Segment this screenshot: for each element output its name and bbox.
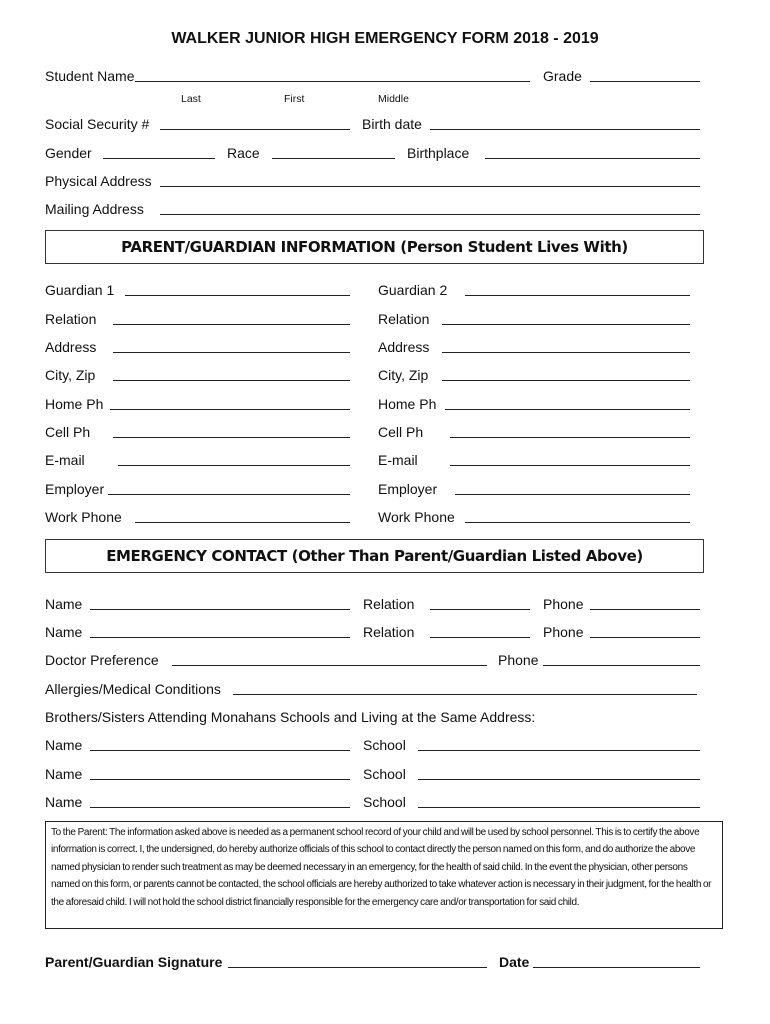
guardian1-field-2-label: Address	[45, 339, 97, 355]
guardian2-field-1-input-line[interactable]	[442, 324, 690, 325]
guardian2-field-5-input-line[interactable]	[450, 437, 690, 438]
guardian1-field-8-label: Work Phone	[45, 509, 122, 525]
mailing-address-label: Mailing Address	[45, 201, 144, 217]
guardian1-field-5-input-line[interactable]	[113, 437, 350, 438]
emergency-relation-2-input-line[interactable]	[430, 637, 530, 638]
sibling-name-1-input-line[interactable]	[90, 750, 350, 751]
emergency-relation-1-label: Relation	[363, 596, 415, 612]
emergency-name-1-input-line[interactable]	[90, 609, 350, 610]
emergency-phone-2-label: Phone	[543, 624, 584, 640]
guardian1-field-8-input-line[interactable]	[135, 522, 350, 523]
guardian1-field-0-input-line[interactable]	[125, 295, 350, 296]
emergency-name-2-label: Name	[45, 624, 83, 640]
emergency-phone-1-input-line[interactable]	[590, 609, 700, 610]
sibling-name-3-label: Name	[45, 794, 83, 810]
guardian1-field-0-label: Guardian 1	[45, 282, 115, 298]
sibling-name-2-label: Name	[45, 766, 83, 782]
siblings-heading-label: Brothers/Sisters Attending Monahans Schools and Living at the Same Address:	[45, 709, 536, 725]
guardian2-field-7-input-line[interactable]	[455, 494, 690, 495]
race-input-line[interactable]	[272, 158, 395, 159]
student-name-label: Student Name	[45, 68, 135, 84]
guardian2-field-5-label: Cell Ph	[378, 424, 424, 440]
emergency-relation-1-input-line[interactable]	[430, 609, 530, 610]
allergies-label: Allergies/Medical Conditions	[45, 681, 221, 697]
guardian1-field-7-input-line[interactable]	[108, 494, 350, 495]
guardian2-field-4-input-line[interactable]	[445, 409, 690, 410]
guardian1-field-6-label: E-mail	[45, 452, 85, 468]
sibling-school-3-input-line[interactable]	[418, 807, 700, 808]
sibling-school-2-label: School	[363, 766, 406, 782]
guardian2-field-2-label: Address	[378, 339, 430, 355]
guardian2-field-3-label: City, Zip	[378, 367, 429, 383]
parent-signature-label: Parent/Guardian Signature	[45, 954, 223, 970]
student-name-input-line[interactable]	[135, 81, 530, 82]
doctor-preference-input-line[interactable]	[172, 665, 487, 666]
guardian2-field-8-input-line[interactable]	[465, 522, 690, 523]
guardian1-field-4-input-line[interactable]	[110, 409, 350, 410]
guardian2-field-0-input-line[interactable]	[465, 295, 690, 296]
guardian1-field-6-input-line[interactable]	[118, 465, 350, 466]
guardian2-field-2-input-line[interactable]	[442, 352, 690, 353]
guardian1-field-7-label: Employer	[45, 481, 105, 497]
sibling-school-3-label: School	[363, 794, 406, 810]
guardian2-field-3-input-line[interactable]	[442, 380, 690, 381]
guardian2-field-8-label: Work Phone	[378, 509, 455, 525]
guardian2-field-4-label: Home Ph	[378, 396, 437, 412]
signature-date-label: Date	[499, 954, 530, 970]
emergency-section-header: EMERGENCY CONTACT (Other Than Parent/Guardian Listed Above)	[45, 539, 704, 573]
sibling-school-1-label: School	[363, 737, 406, 753]
sibling-name-1-label: Name	[45, 737, 83, 753]
race-label: Race	[227, 145, 260, 161]
allergies-input-line[interactable]	[233, 694, 697, 695]
guardian2-field-0-label: Guardian 2	[378, 282, 448, 298]
guardian1-field-3-input-line[interactable]	[113, 380, 350, 381]
guardian2-field-1-label: Relation	[378, 311, 430, 327]
parent-signature-input-line[interactable]	[228, 967, 487, 968]
first-sublabel-label: First	[284, 93, 305, 105]
mailing-address-input-line[interactable]	[160, 214, 700, 215]
emergency-name-1-label: Name	[45, 596, 83, 612]
birth-date-input-line[interactable]	[430, 129, 700, 130]
guardian1-field-4-label: Home Ph	[45, 396, 104, 412]
parent-notice: To the Parent: The information asked above is needed as a permanent school record of your child and will be used by school personnel. This is to certify the above information is correct. I, the undersigned, do hereby authorize officials of this school to contact directly the person named on this form, and do authorize the above named physician to render such treatment as may be deemed necessary in an emergency, for the health of said child. In the event the physician, other persons named on this form, or parents cannot be contacted, the school officials are hereby authorized to take whatever action is necessary in their judgment, for the health or the aforesaid child. I will not hold the school district financially responsible for the emergency care and/or transportation for said child.	[45, 821, 723, 929]
birthplace-label: Birthplace	[407, 145, 470, 161]
emergency-phone-2-input-line[interactable]	[590, 637, 700, 638]
emergency-phone-1-label: Phone	[543, 596, 584, 612]
guardian2-field-7-label: Employer	[378, 481, 438, 497]
guardian1-field-1-input-line[interactable]	[113, 324, 350, 325]
doctor-preference-label: Doctor Preference	[45, 652, 159, 668]
physical-address-label: Physical Address	[45, 173, 152, 189]
form-title: WALKER JUNIOR HIGH EMERGENCY FORM 2018 - 2019	[171, 30, 599, 47]
doctor-phone-input-line[interactable]	[543, 665, 700, 666]
emergency-name-2-input-line[interactable]	[90, 637, 350, 638]
guardian1-field-3-label: City, Zip	[45, 367, 96, 383]
doctor-phone-label: Phone	[498, 652, 539, 668]
last-sublabel-label: Last	[181, 93, 201, 105]
sibling-school-2-input-line[interactable]	[418, 779, 700, 780]
sibling-name-3-input-line[interactable]	[90, 807, 350, 808]
ssn-input-line[interactable]	[160, 129, 350, 130]
parent-section-header: PARENT/GUARDIAN INFORMATION (Person Student Lives With)	[45, 230, 704, 264]
emergency-relation-2-label: Relation	[363, 624, 415, 640]
guardian2-field-6-label: E-mail	[378, 452, 418, 468]
gender-label: Gender	[45, 145, 92, 161]
guardian1-field-2-input-line[interactable]	[113, 352, 350, 353]
birth-date-label: Birth date	[362, 116, 422, 132]
guardian1-field-5-label: Cell Ph	[45, 424, 91, 440]
guardian1-field-1-label: Relation	[45, 311, 97, 327]
ssn-label: Social Security #	[45, 116, 150, 132]
sibling-name-2-input-line[interactable]	[90, 779, 350, 780]
birthplace-input-line[interactable]	[485, 158, 700, 159]
gender-input-line[interactable]	[103, 158, 215, 159]
sibling-school-1-input-line[interactable]	[418, 750, 700, 751]
signature-date-input-line[interactable]	[533, 967, 700, 968]
grade-input-line[interactable]	[590, 81, 700, 82]
grade-label: Grade	[543, 68, 582, 84]
middle-sublabel-label: Middle	[378, 93, 409, 105]
guardian2-field-6-input-line[interactable]	[450, 465, 690, 466]
physical-address-input-line[interactable]	[160, 186, 700, 187]
